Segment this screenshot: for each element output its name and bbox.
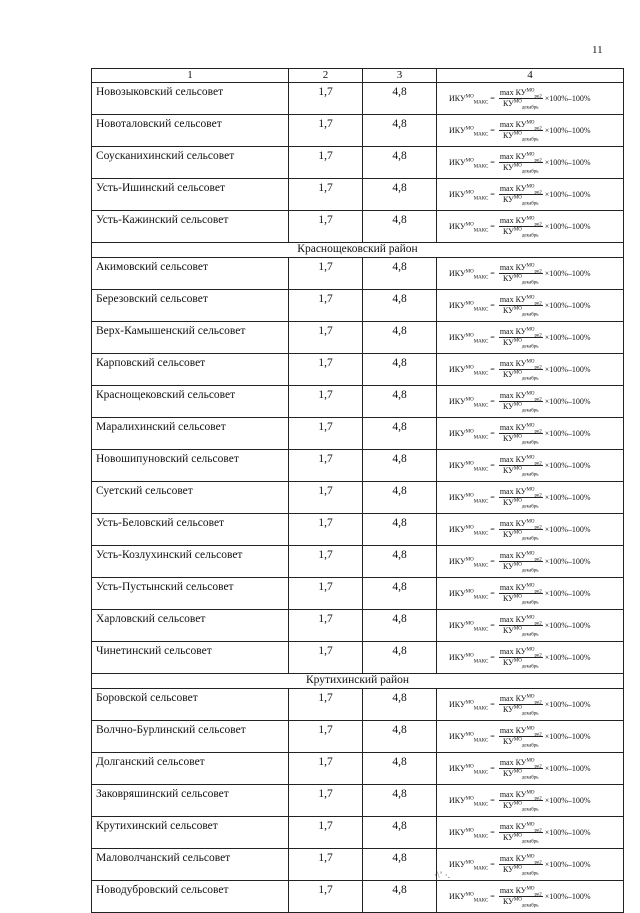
table-row <box>92 83 624 115</box>
settlement-name: Новозыковский сельсовет <box>92 83 289 115</box>
formula: $ИКУ^{МО}_{МАКС}$ = $\frac{\max КУ^{МО}_{pe2}}{КУ^{МО}_{декабрь}}$ ×100%–100% <box>449 120 591 143</box>
value-col-3: 4,8 <box>363 546 437 578</box>
table-row <box>92 322 624 354</box>
value-col-2: 1,7 <box>289 83 363 115</box>
value-col-2: 1,7 <box>289 785 363 817</box>
value-col-3: 4,8 <box>363 578 437 610</box>
table-row <box>92 386 624 418</box>
formula-cell <box>437 147 624 179</box>
value-col-3: 4,8 <box>363 753 437 785</box>
formula: $ИКУ^{МО}_{МАКС}$ = $\frac{\max КУ^{МО}_{pe2}}{КУ^{МО}_{декабрь}}$ ×100%–100% <box>449 216 591 239</box>
table-row <box>92 482 624 514</box>
value-col-2: 1,7 <box>289 211 363 243</box>
value-col-2: 1,7 <box>289 258 363 290</box>
value-col-2: 1,7 <box>289 514 363 546</box>
settlement-name: Новоталовский сельсовет <box>92 115 289 147</box>
value-col-2: 1,7 <box>289 546 363 578</box>
table-row <box>92 578 624 610</box>
formula-cell <box>437 642 624 674</box>
formula: $ИКУ^{МО}_{МАКС}$ = $\frac{\max КУ^{МО}_{pe2}}{КУ^{МО}_{декабрь}}$ ×100%–100% <box>449 423 591 446</box>
value-col-3: 4,8 <box>363 689 437 721</box>
formula-cell <box>437 689 624 721</box>
formula: $ИКУ^{МО}_{МАКС}$ = $\frac{\max КУ^{МО}_{pe2}}{КУ^{МО}_{декабрь}}$ ×100%–100% <box>449 822 591 845</box>
formula-cell <box>437 179 624 211</box>
formula: $ИКУ^{МО}_{МАКС}$ = $\frac{\max КУ^{МО}_{pe2}}{КУ^{МО}_{декабрь}}$ ×100%–100% <box>449 647 591 670</box>
district-name: Крутихинский район <box>92 674 624 689</box>
value-col-2: 1,7 <box>289 578 363 610</box>
value-col-2: 1,7 <box>289 610 363 642</box>
formula-cell <box>437 290 624 322</box>
settlement-name: Крутихинский сельсовет <box>92 817 289 849</box>
table-row <box>92 514 624 546</box>
formula: $ИКУ^{МО}_{МАКС}$ = $\frac{\max КУ^{МО}_{pe2}}{КУ^{МО}_{декабрь}}$ ×100%–100% <box>449 88 591 111</box>
value-col-3: 4,8 <box>363 514 437 546</box>
formula: $ИКУ^{МО}_{МАКС}$ = $\frac{\max КУ^{МО}_{pe2}}{КУ^{МО}_{декабрь}}$ ×100%–100% <box>449 694 591 717</box>
table-row <box>92 689 624 721</box>
header-row <box>92 69 624 83</box>
formula-cell <box>437 211 624 243</box>
value-col-2: 1,7 <box>289 290 363 322</box>
value-col-2: 1,7 <box>289 482 363 514</box>
formula: $ИКУ^{МО}_{МАКС}$ = $\frac{\max КУ^{МО}_{pe2}}{КУ^{МО}_{декабрь}}$ ×100%–100% <box>449 455 591 478</box>
formula-cell <box>437 753 624 785</box>
formula-cell <box>437 578 624 610</box>
value-col-3: 4,8 <box>363 642 437 674</box>
table-row <box>92 817 624 849</box>
settlement-name: Акимовский сельсовет <box>92 258 289 290</box>
value-col-3: 4,8 <box>363 179 437 211</box>
settlement-name: Харловский сельсовет <box>92 610 289 642</box>
value-col-3: 4,8 <box>363 354 437 386</box>
settlement-name: Усть-Козлухинский сельсовет <box>92 546 289 578</box>
formula-cell <box>437 386 624 418</box>
formula: $ИКУ^{МО}_{МАКС}$ = $\frac{\max КУ^{МО}_{pe2}}{КУ^{МО}_{декабрь}}$ ×100%–100% <box>449 295 591 318</box>
value-col-3: 4,8 <box>363 881 437 913</box>
formula: $ИКУ^{МО}_{МАКС}$ = $\frac{\max КУ^{МО}_{pe2}}{КУ^{МО}_{декабрь}}$ ×100%–100% <box>449 551 591 574</box>
formula-cell <box>437 418 624 450</box>
district-row <box>92 243 624 258</box>
formula: $ИКУ^{МО}_{МАКС}$ = $\frac{\max КУ^{МО}_{pe2}}{КУ^{МО}_{декабрь}}$ ×100%–100% <box>449 391 591 414</box>
formula: $ИКУ^{МО}_{МАКС}$ = $\frac{\max КУ^{МО}_{pe2}}{КУ^{МО}_{декабрь}}$ ×100%–100% <box>449 519 591 542</box>
formula-cell <box>437 817 624 849</box>
value-col-3: 4,8 <box>363 418 437 450</box>
table-row <box>92 290 624 322</box>
value-col-3: 4,8 <box>363 147 437 179</box>
formula: $ИКУ^{МО}_{МАКС}$ = $\frac{\max КУ^{МО}_{pe2}}{КУ^{МО}_{декабрь}}$ ×100%–100% <box>449 726 591 749</box>
settlement-name: Краснощековский сельсовет <box>92 386 289 418</box>
table-row <box>92 450 624 482</box>
header-col-4: 4 <box>437 69 624 83</box>
value-col-2: 1,7 <box>289 881 363 913</box>
value-col-3: 4,8 <box>363 817 437 849</box>
table-row <box>92 354 624 386</box>
settlement-name: Долганский сельсовет <box>92 753 289 785</box>
value-col-3: 4,8 <box>363 386 437 418</box>
formula-cell <box>437 322 624 354</box>
formula-cell <box>437 610 624 642</box>
table-row <box>92 721 624 753</box>
page-number: 11 <box>592 44 603 56</box>
formula-cell <box>437 546 624 578</box>
table-row <box>92 211 624 243</box>
value-col-3: 4,8 <box>363 450 437 482</box>
formula: $ИКУ^{МО}_{МАКС}$ = $\frac{\max КУ^{МО}_{pe2}}{КУ^{МО}_{декабрь}}$ ×100%–100% <box>449 758 591 781</box>
formula: $ИКУ^{МО}_{МАКС}$ = $\frac{\max КУ^{МО}_{pe2}}{КУ^{МО}_{декабрь}}$ ×100%–100% <box>449 854 591 877</box>
formula-cell <box>437 83 624 115</box>
value-col-3: 4,8 <box>363 322 437 354</box>
table-row <box>92 849 624 881</box>
value-col-2: 1,7 <box>289 721 363 753</box>
settlement-name: Боровской сельсовет <box>92 689 289 721</box>
formula-cell <box>437 258 624 290</box>
settlement-name: Новошипуновский сельсовет <box>92 450 289 482</box>
header-col-3: 3 <box>363 69 437 83</box>
settlement-name: Волчно-Бурлинский сельсовет <box>92 721 289 753</box>
formula: $ИКУ^{МО}_{МАКС}$ = $\frac{\max КУ^{МО}_{pe2}}{КУ^{МО}_{декабрь}}$ ×100%–100% <box>449 184 591 207</box>
settlement-name: Маралихинский сельсовет <box>92 418 289 450</box>
formula: $ИКУ^{МО}_{МАКС}$ = $\frac{\max КУ^{МО}_{pe2}}{КУ^{МО}_{декабрь}}$ ×100%–100% <box>449 152 591 175</box>
value-col-2: 1,7 <box>289 753 363 785</box>
value-col-3: 4,8 <box>363 83 437 115</box>
formula: $ИКУ^{МО}_{МАКС}$ = $\frac{\max КУ^{МО}_{pe2}}{КУ^{МО}_{декабрь}}$ ×100%–100% <box>449 615 591 638</box>
formula: $ИКУ^{МО}_{МАКС}$ = $\frac{\max КУ^{МО}_{pe2}}{КУ^{МО}_{декабрь}}$ ×100%–100% <box>449 790 591 813</box>
value-col-2: 1,7 <box>289 179 363 211</box>
formula-cell <box>437 785 624 817</box>
table-row <box>92 785 624 817</box>
formula-cell <box>437 115 624 147</box>
value-col-2: 1,7 <box>289 689 363 721</box>
value-col-2: 1,7 <box>289 147 363 179</box>
table-row <box>92 881 624 913</box>
settlement-name: Маловолчанский сельсовет <box>92 849 289 881</box>
settlement-name: Усть-Кажинский сельсовет <box>92 211 289 243</box>
value-col-3: 4,8 <box>363 482 437 514</box>
district-row <box>92 674 624 689</box>
tariff-table <box>91 68 624 913</box>
header-col-2: 2 <box>289 69 363 83</box>
value-col-2: 1,7 <box>289 418 363 450</box>
value-col-3: 4,8 <box>363 115 437 147</box>
formula-cell <box>437 482 624 514</box>
formula-cell <box>437 849 624 881</box>
value-col-2: 1,7 <box>289 354 363 386</box>
value-col-2: 1,7 <box>289 450 363 482</box>
settlement-name: Усть-Ишинский сельсовет <box>92 179 289 211</box>
settlement-name: Карповский сельсовет <box>92 354 289 386</box>
formula: $ИКУ^{МО}_{МАКС}$ = $\frac{\max КУ^{МО}_{pe2}}{КУ^{МО}_{декабрь}}$ ×100%–100% <box>449 263 591 286</box>
value-col-2: 1,7 <box>289 115 363 147</box>
table-row <box>92 418 624 450</box>
formula: $ИКУ^{МО}_{МАКС}$ = $\frac{\max КУ^{МО}_{pe2}}{КУ^{МО}_{декабрь}}$ ×100%–100% <box>449 359 591 382</box>
formula-cell <box>437 721 624 753</box>
formula-cell <box>437 881 624 913</box>
header-col-1: 1 <box>92 69 289 83</box>
value-col-2: 1,7 <box>289 817 363 849</box>
formula-cell <box>437 514 624 546</box>
settlement-name: Заковряшинский сельсовет <box>92 785 289 817</box>
formula-cell <box>437 450 624 482</box>
value-col-3: 4,8 <box>363 785 437 817</box>
settlement-name: Усть-Беловский сельсовет <box>92 514 289 546</box>
value-col-2: 1,7 <box>289 642 363 674</box>
table-row <box>92 642 624 674</box>
value-col-3: 4,8 <box>363 290 437 322</box>
settlement-name: Усть-Пустынский сельсовет <box>92 578 289 610</box>
settlement-name: Березовский сельсовет <box>92 290 289 322</box>
table-row <box>92 753 624 785</box>
table-row <box>92 546 624 578</box>
value-col-2: 1,7 <box>289 322 363 354</box>
formula: $ИКУ^{МО}_{МАКС}$ = $\frac{\max КУ^{МО}_{pe2}}{КУ^{МО}_{декабрь}}$ ×100%–100% <box>449 487 591 510</box>
table-row <box>92 258 624 290</box>
value-col-3: 4,8 <box>363 610 437 642</box>
district-name: Краснощековский район <box>92 243 624 258</box>
value-col-2: 1,7 <box>289 386 363 418</box>
formula: $ИКУ^{МО}_{МАКС}$ = $\frac{\max КУ^{МО}_{pe2}}{КУ^{МО}_{декабрь}}$ ×100%–100% <box>449 583 591 606</box>
value-col-2: 1,7 <box>289 849 363 881</box>
settlement-name: Верх-Камышенский сельсовет <box>92 322 289 354</box>
value-col-3: 4,8 <box>363 258 437 290</box>
scan-marks: ·\ʼ ·. <box>434 870 450 880</box>
formula: $ИКУ^{МО}_{МАКС}$ = $\frac{\max КУ^{МО}_{pe2}}{КУ^{МО}_{декабрь}}$ ×100%–100% <box>449 886 591 909</box>
settlement-name: Соусканихинский сельсовет <box>92 147 289 179</box>
settlement-name: Чинетинский сельсовет <box>92 642 289 674</box>
table-row <box>92 115 624 147</box>
table-row <box>92 179 624 211</box>
value-col-3: 4,8 <box>363 211 437 243</box>
value-col-3: 4,8 <box>363 849 437 881</box>
value-col-3: 4,8 <box>363 721 437 753</box>
table-row <box>92 147 624 179</box>
formula: $ИКУ^{МО}_{МАКС}$ = $\frac{\max КУ^{МО}_{pe2}}{КУ^{МО}_{декабрь}}$ ×100%–100% <box>449 327 591 350</box>
settlement-name: Суетский сельсовет <box>92 482 289 514</box>
table-row <box>92 610 624 642</box>
formula-cell <box>437 354 624 386</box>
settlement-name: Новодубровский сельсовет <box>92 881 289 913</box>
